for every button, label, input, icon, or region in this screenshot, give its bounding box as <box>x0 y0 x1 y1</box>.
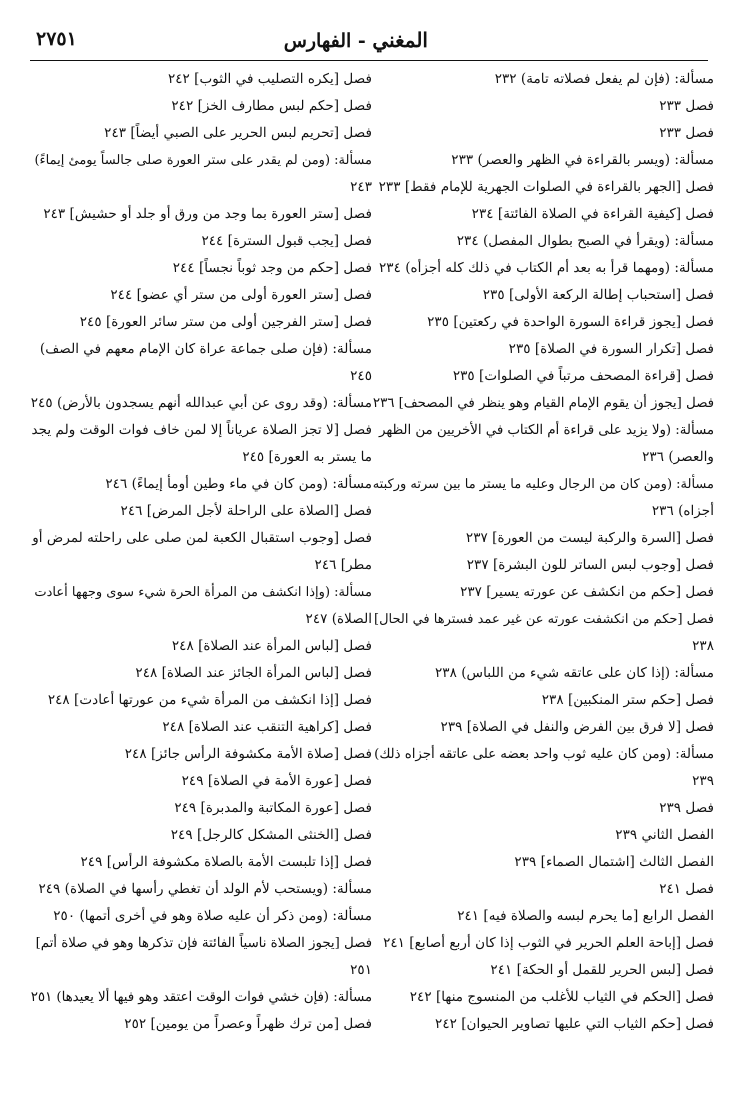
index-entry: فصل [الصلاة على الراحلة لأجل المرض] ٢٤٦ <box>120 503 372 519</box>
index-entry: ٢٣٨ <box>692 638 714 654</box>
index-entry: ٢٤٥ <box>350 368 372 384</box>
index-entry: والعصر) ٢٣٦ <box>642 449 714 465</box>
index-entry: مسألة: (ومن كان من الرجال وعليه ما يستر ما بين سرته وركبته <box>372 477 714 492</box>
index-entry: فصل [حكم من وجد ثوباً نجساً] ٢٤٤ <box>172 260 372 276</box>
title-separator: - <box>351 30 373 52</box>
index-entry: فصل ٢٣٣ <box>659 98 714 114</box>
index-entry: مسألة: (فإن لم يفعل فصلاته تامة) ٢٣٢ <box>494 71 714 87</box>
index-entry: مسألة: (فإن صلى جماعة عراة كان الإمام معهم في الصف) <box>39 341 372 357</box>
index-entry: مسألة: (ومن كان في ماء وطين أومأ إيماءً) ٢٤٦ <box>105 476 372 492</box>
index-column-left <box>30 66 372 1038</box>
page-number: ٢٧٥١ <box>36 28 77 50</box>
index-entry: مسألة: (ومن ذكر أن عليه صلاة وهو في أخرى أتمها) ٢٥٠ <box>53 908 372 924</box>
index-entry: مسألة: (فإن خشي فوات الوقت اعتقد وهو فيها ألا يعيدها) ٢٥١ <box>30 990 372 1005</box>
index-entry: الفصل الثاني ٢٣٩ <box>615 827 714 843</box>
index-entry: فصل [الحكم في الثياب للأغلب من المنسوج منها] ٢٤٢ <box>409 989 714 1005</box>
index-entry: فصل [استحباب إطالة الركعة الأولى] ٢٣٥ <box>482 287 714 303</box>
index-entry: مسألة: (وإذا انكشف من المرأة الحرة شيء سوى وجهها أعادت <box>34 585 372 600</box>
index-entry: فصل [لباس المرأة عند الصلاة] ٢٤٨ <box>171 638 372 654</box>
index-entry: فصل [حكم لبس مطارف الخز] ٢٤٢ <box>171 98 372 114</box>
index-entry: مطر] ٢٤٦ <box>314 557 372 573</box>
book-title: المغني <box>372 28 428 52</box>
index-entry: أجزاه) ٢٣٦ <box>651 503 714 519</box>
index-entry: فصل [لبس الحرير للقمل أو الحكة] ٢٤١ <box>490 962 714 978</box>
index-entry: فصل ٢٣٩ <box>659 800 714 816</box>
index-entry: فصل ٢٣٣ <box>659 125 714 141</box>
index-entry: فصل [السرة والركبة ليست من العورة] ٢٣٧ <box>465 530 714 546</box>
index-entry: مسألة: (ومهما قرأ به بعد أم الكتاب في ذلك كله أجزأه) ٢٣٤ <box>378 260 714 276</box>
index-entry: مسألة: (ويسر بالقراءة في الظهر والعصر) ٢٣٣ <box>451 152 714 168</box>
index-entry: فصل [يكره التصليب في الثوب] ٢٤٢ <box>167 71 372 87</box>
index-entry: فصل [وجوب لبس الساتر للون البشرة] ٢٣٧ <box>466 557 714 573</box>
index-entry: فصل [حكم الثياب التي عليها تصاوير الحيوان] ٢٤٢ <box>435 1016 714 1032</box>
index-column-right <box>372 66 714 1038</box>
section-title: الفهارس <box>283 30 352 52</box>
index-entry: الفصل الثالث [اشتمال الصماء] ٢٣٩ <box>514 854 714 870</box>
index-entry: فصل [لا تجز الصلاة عرياناً إلا لمن خاف فوات الوقت ولم يجد <box>31 422 372 438</box>
index-entry: فصل [عورة الأمة في الصلاة] ٢٤٩ <box>181 773 372 789</box>
index-entry: فصل [ستر الفرجين أولى من ستر سائر العورة] ٢٤٥ <box>79 314 372 330</box>
index-entry: فصل [تحريم لبس الحرير على الصبي أيضاً] ٢٤٣ <box>104 125 372 141</box>
index-entry: الفصل الرابع [ما يحرم لبسه والصلاة فيه] ٢٤١ <box>457 908 714 924</box>
index-entry: مسألة: (ويقرأ في الصبح بطوال المفصل) ٢٣٤ <box>456 233 714 249</box>
index-entry: فصل [يجب قبول السترة] ٢٤٤ <box>201 233 372 249</box>
index-entry: مسألة: (وقد روى عن أبي عبدالله أنهم يسجدون بالأرض) ٢٤٥ <box>30 395 372 411</box>
index-entry: فصل [الخنثى المشكل كالرجل] ٢٤٩ <box>170 827 372 843</box>
index-entry: فصل [تكرار السورة في الصلاة] ٢٣٥ <box>508 341 714 357</box>
index-entry: فصل [لباس المرأة الجائز عند الصلاة] ٢٤٨ <box>135 665 372 681</box>
index-entry: ٢٣٩ <box>692 773 714 789</box>
index-entry: مسألة: (ويستحب لأم الولد أن تغطي رأسها في الصلاة) ٢٤٩ <box>38 881 372 897</box>
index-entry: فصل [ستر العورة بما وجد من ورق أو جلد أو حشيش] ٢٤٣ <box>43 206 372 222</box>
running-title <box>284 28 428 52</box>
index-entry: مسألة: (ولا يزيد على قراءة أم الكتاب في الأخريين من الظهر <box>379 423 714 438</box>
index-entry: فصل [يجوز الصلاة ناسياً الفائتة فإن تذكرها وهو في صلاة أتم] <box>35 936 372 951</box>
index-entry: فصل [إذا انكشف من المرأة شيء من عورتها أعادت] ٢٤٨ <box>47 692 372 708</box>
index-entry: فصل [الجهر بالقراءة في الصلوات الجهرية للإمام فقط] ٢٣٣ <box>378 179 714 195</box>
index-entry: فصل [يجوز أن يقوم الإمام القيام وهو ينظر في المصحف] ٢٣٦ <box>372 396 714 411</box>
index-entry: فصل [يجوز قراءة السورة الواحدة في ركعتين] ٢٣٥ <box>427 314 714 330</box>
index-entry: فصل [حكم من انكشفت عورته عن غير عمد فسترها في الحال] <box>374 612 714 627</box>
index-entry: فصل [لا فرق بين الفرض والنفل في الصلاة] ٢٣٩ <box>440 719 714 735</box>
index-entry: فصل [عورة المكاتبة والمدبرة] ٢٤٩ <box>174 800 372 816</box>
index-entry: فصل [حكم ستر المنكبين] ٢٣٨ <box>541 692 714 708</box>
index-entry: الصلاة) ٢٤٧ <box>305 611 372 627</box>
index-entry: مسألة: (إذا كان على عاتقه شيء من اللباس) ٢٣٨ <box>435 665 714 681</box>
index-entry: ما يستر به العورة] ٢٤٥ <box>242 449 372 465</box>
index-entry: ٢٤٣ <box>350 179 372 195</box>
index-entry: مسألة: (ومن لم يقدر على ستر العورة صلى جالساً يومئ إيماءً) <box>34 153 372 168</box>
index-entry: فصل [إباحة العلم الحرير في الثوب إذا كان أربع أصابع] ٢٤١ <box>383 935 714 951</box>
header-divider <box>30 60 708 61</box>
index-entry: فصل ٢٤١ <box>659 881 714 897</box>
index-entry: فصل [كيفية القراءة في الصلاة الفائتة] ٢٣٤ <box>471 206 714 222</box>
index-entry: فصل [وجوب استقبال الكعبة لمن صلى على راحلته لمرض أو <box>32 530 372 546</box>
index-entry: فصل [كراهية التنقب عند الصلاة] ٢٤٨ <box>162 719 372 735</box>
index-entry: فصل [صلاة الأمة مكشوفة الرأس جائز] ٢٤٨ <box>124 746 372 762</box>
index-entry: فصل [من ترك ظهراً وعصراً من يومين] ٢٥٢ <box>124 1016 372 1032</box>
index-entry: فصل [إذا تلبست الأمة بالصلاة مكشوفة الرأس] ٢٤٩ <box>80 854 372 870</box>
index-entry: فصل [قراءة المصحف مرتباً في الصلوات] ٢٣٥ <box>452 368 714 384</box>
index-entry: مسألة: (ومن كان عليه ثوب واحد بعضه على عاتقه أجزاه ذلك) <box>374 747 714 762</box>
page-header <box>30 26 708 56</box>
index-entry: فصل [حكم من انكشف عن عورته يسير] ٢٣٧ <box>460 584 714 600</box>
index-entry: ٢٥١ <box>350 962 372 978</box>
index-entry: فصل [ستر العورة أولى من ستر أي عضو] ٢٤٤ <box>110 287 372 303</box>
